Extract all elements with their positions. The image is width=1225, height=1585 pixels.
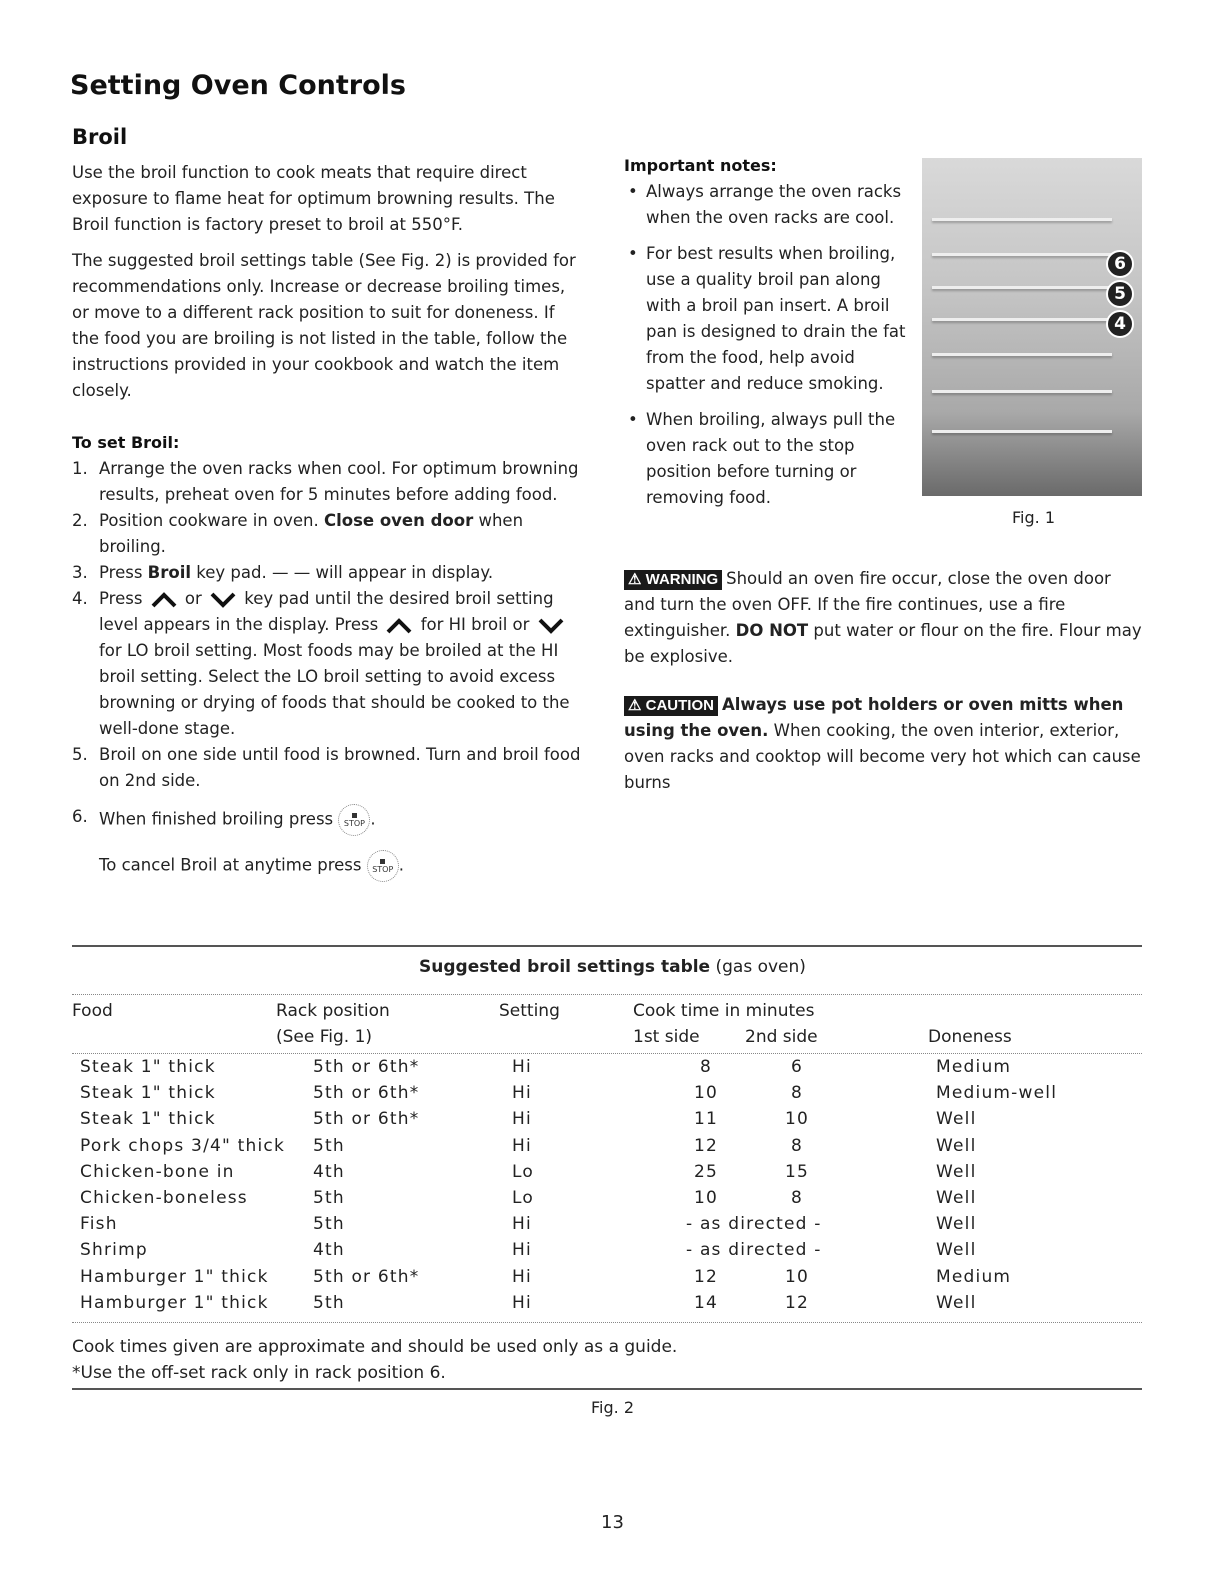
cell-rack: 5th [313,1292,345,1313]
header-second-side: 2nd side [745,1027,818,1047]
cell-rack: 5th [313,1135,345,1156]
table-title-rest: (gas oven) [710,957,806,977]
cell-food: Steak 1" thick [80,1083,216,1104]
step-emphasis: Broil [147,563,192,582]
step-text: for HI broil or [420,615,535,634]
figure-2-caption: Fig. 2 [591,1398,634,1417]
table-row [0,1214,1225,1240]
cell-first: 8 [699,1057,713,1077]
caution-block [624,692,1144,796]
step-6 [72,804,584,836]
cell-second: 8 [790,1188,804,1208]
cell-rack: 5th [313,1214,345,1235]
note-item [624,241,914,397]
page-title: Setting Oven Controls [70,70,406,101]
cell-second: 6 [790,1057,804,1077]
table-bottom-rule [72,1322,1142,1323]
caution-text: When cooking, the oven interior, exterior, oven racks and cooktop will become very hot which can cause burns [624,721,1141,792]
stop-key-label: STOP [343,818,365,828]
important-notes-heading: Important notes: [624,156,777,175]
cell-rack: 4th [313,1161,345,1182]
header-rack: Rack position [276,1001,390,1021]
cell-setting: Hi [512,1214,532,1235]
table-title-bold: Suggested broil settings table [419,957,711,977]
step-number: 6. [72,807,88,826]
cell-first: 12 [693,1135,719,1156]
cell-first: 14 [693,1292,719,1313]
cell-second: 8 [790,1135,804,1156]
cell-doneness: Medium [936,1266,1012,1287]
note-text: When broiling, always pull the oven rack out to the stop position before turning or removing food. [646,410,896,507]
table-row [0,1136,1225,1162]
rack-position-badge: 5 [1106,280,1134,308]
table-row [0,1240,1225,1266]
step-number: 2. [72,511,88,530]
cell-food: Steak 1" thick [80,1057,216,1077]
cell-setting: Hi [512,1292,532,1313]
cell-setting: Hi [512,1109,532,1130]
cell-second: 12 [784,1292,810,1313]
to-set-broil-heading: To set Broil: [72,433,180,452]
rack-line [932,253,1112,256]
table-row [0,1293,1225,1319]
step-text: key pad. — — will appear in display. [191,563,494,582]
step-text: Press [99,589,148,608]
cancel-text: To cancel Broil at anytime press [99,855,362,875]
cell-second: 10 [784,1266,810,1287]
table-row [0,1057,1225,1083]
cell-rack: 4th [313,1240,345,1261]
warning-label: ⚠ WARNING [624,570,722,590]
section-title: Broil [72,125,128,149]
header-first-side: 1st side [633,1027,700,1047]
table-header-rule [72,994,1142,995]
cell-food: Chicken-bone in [80,1161,235,1182]
cell-doneness: Well [936,1161,977,1182]
rack-line [932,218,1112,221]
step-text: when broiling. [99,511,524,556]
cancel-instruction [72,850,584,882]
step-text: Position cookware in oven. [99,511,324,530]
step-2 [72,508,584,560]
up-arrow-icon [385,617,413,635]
cell-first: 25 [693,1161,719,1182]
down-arrow-icon [537,617,565,635]
cell-second: 8 [790,1083,804,1104]
step-text: Arrange the oven racks when cool. For optimum browning results, preheat oven for 5 minutes before adding food. [99,459,579,504]
down-arrow-icon [209,591,237,609]
cell-rack: 5th or 6th* [313,1083,420,1104]
cell-doneness: Medium-well [936,1083,1058,1104]
intro-paragraph-2: The suggested broil settings table (See Fig. 2) is provided for recommendations only. Increase or decrease broiling times, or move to a different rack position to suit for doneness. If the food you are broiling is not listed in the table, follow the instructions provided in your cookbook and watch the item closely. [72,251,576,400]
note-text: For best results when broiling, use a quality broil pan along with a broil pan insert. A broil pan is designed to drain the fat from the food, help avoid spatter and reduce smoking. [646,244,906,393]
up-arrow-icon [150,591,178,609]
cell-first: 10 [693,1083,719,1104]
cell-rack: 5th or 6th* [313,1057,420,1077]
figure-1-caption: Fig. 1 [1012,508,1055,527]
table-top-rule [72,945,1142,947]
table-row [0,1188,1225,1214]
rack-line [932,318,1112,321]
cell-food: Steak 1" thick [80,1109,216,1130]
step-text: for LO broil setting. Most foods may be broiled at the HI broil setting. Select the LO broil setting to avoid excess browning or drying of foods that should be cooked to the well-done stage. [99,641,570,738]
step-1 [72,456,584,508]
cell-rack: 5th [313,1188,345,1208]
cell-rack: 5th or 6th* [313,1109,420,1130]
table-row [0,1162,1225,1188]
table-row [0,1083,1225,1109]
stop-key-icon [367,850,399,882]
caution-emphasis: Always use pot holders or oven mitts when using the oven. [624,695,1124,740]
caution-label: ⚠ CAUTION [624,696,718,716]
step-5 [72,742,584,794]
cell-setting: Hi [512,1083,532,1104]
header-rack-sub: (See Fig. 1) [276,1027,373,1047]
cell-setting: Hi [512,1057,532,1077]
step-number: 3. [72,563,88,582]
cell-doneness: Well [936,1292,977,1313]
cell-span: - as directed - [686,1240,822,1261]
rack-line [932,390,1112,393]
note-item [624,407,914,511]
bullet: • [628,410,638,429]
cell-second: 10 [784,1109,810,1130]
cell-doneness: Well [936,1109,977,1130]
cell-rack: 5th or 6th* [313,1266,420,1287]
cell-doneness: Well [936,1214,977,1235]
cell-food: Hamburger 1" thick [80,1266,269,1287]
step-4 [72,586,584,742]
step-text: Broil on one side until food is browned. Turn and broil food on 2nd side. [99,745,581,790]
step-text: key pad until the desired broil setting level appears in the display. Press [99,589,554,634]
cell-doneness: Medium [936,1057,1012,1077]
header-setting: Setting [499,1001,560,1021]
note-text: Always arrange the oven racks when the oven racks are cool. [646,182,902,227]
step-text: Press [99,563,148,582]
cell-doneness: Well [936,1135,977,1156]
step-number: 4. [72,589,88,608]
rack-line [932,353,1112,356]
important-notes [624,153,914,521]
cell-second: 15 [784,1161,810,1182]
cell-doneness: Well [936,1188,977,1208]
stop-key-icon [338,804,370,836]
cell-setting: Hi [512,1266,532,1287]
cell-setting: Hi [512,1135,532,1156]
rack-line [932,430,1112,433]
stop-key-label: STOP [372,864,394,874]
step-emphasis: Close oven door [323,511,474,530]
table-body-rule [72,1053,1142,1054]
warning-text: put water or flour on the fire. Flour may be explosive. [624,621,1142,666]
table-row [0,1109,1225,1135]
step-text: . [370,809,376,829]
table-end-rule [72,1388,1142,1390]
cell-doneness: Well [936,1240,977,1261]
step-3 [72,560,584,586]
cell-setting: Lo [512,1161,534,1182]
notes-list [624,179,914,511]
footnote-1: Cook times given are approximate and should be used only as a guide. [72,1337,678,1357]
intro-paragraph-1: Use the broil function to cook meats that require direct exposure to flame heat for optimum browning results. The Broil function is factory preset to broil at 550°F. [72,163,555,234]
step-number: 5. [72,745,88,764]
cell-food: Pork chops 3/4" thick [80,1135,285,1156]
cell-span: - as directed - [686,1214,822,1235]
table-footnotes [72,1334,677,1386]
rack-position-badge: 4 [1106,310,1134,338]
warning-block [624,566,1144,670]
cell-food: Chicken-boneless [80,1188,248,1208]
footnote-2: *Use the off-set rack only in rack position 6. [72,1363,446,1383]
cancel-text: . [398,855,404,875]
note-item [624,179,914,231]
cell-food: Fish [80,1214,118,1235]
broil-steps-list [72,456,584,882]
cell-food: Shrimp [80,1240,148,1261]
rack-position-badge: 6 [1106,250,1134,278]
page-number: 13 [601,1512,624,1533]
cell-first: 12 [693,1266,719,1287]
bullet: • [628,244,638,263]
cell-setting: Hi [512,1240,532,1261]
step-text: When finished broiling press [99,809,334,829]
header-cook-time: Cook time in minutes [633,1001,815,1021]
table-row [0,1267,1225,1293]
oven-rack-photo [922,158,1142,496]
cell-first: 10 [693,1188,719,1208]
warning-emphasis: DO NOT [735,621,809,640]
warning-text: Should an oven fire occur, close the oven door and turn the oven OFF. If the fire continues, use a fire extinguisher. [624,569,1111,640]
cell-setting: Lo [512,1188,534,1208]
header-food: Food [72,1001,113,1021]
step-number: 1. [72,459,88,478]
header-doneness: Doneness [928,1027,1012,1047]
table-title [0,957,1225,977]
left-column [72,160,584,882]
rack-line [932,286,1112,289]
step-text: or [184,589,208,608]
cell-first: 11 [693,1109,719,1130]
bullet: • [628,182,638,201]
cell-food: Hamburger 1" thick [80,1292,269,1313]
